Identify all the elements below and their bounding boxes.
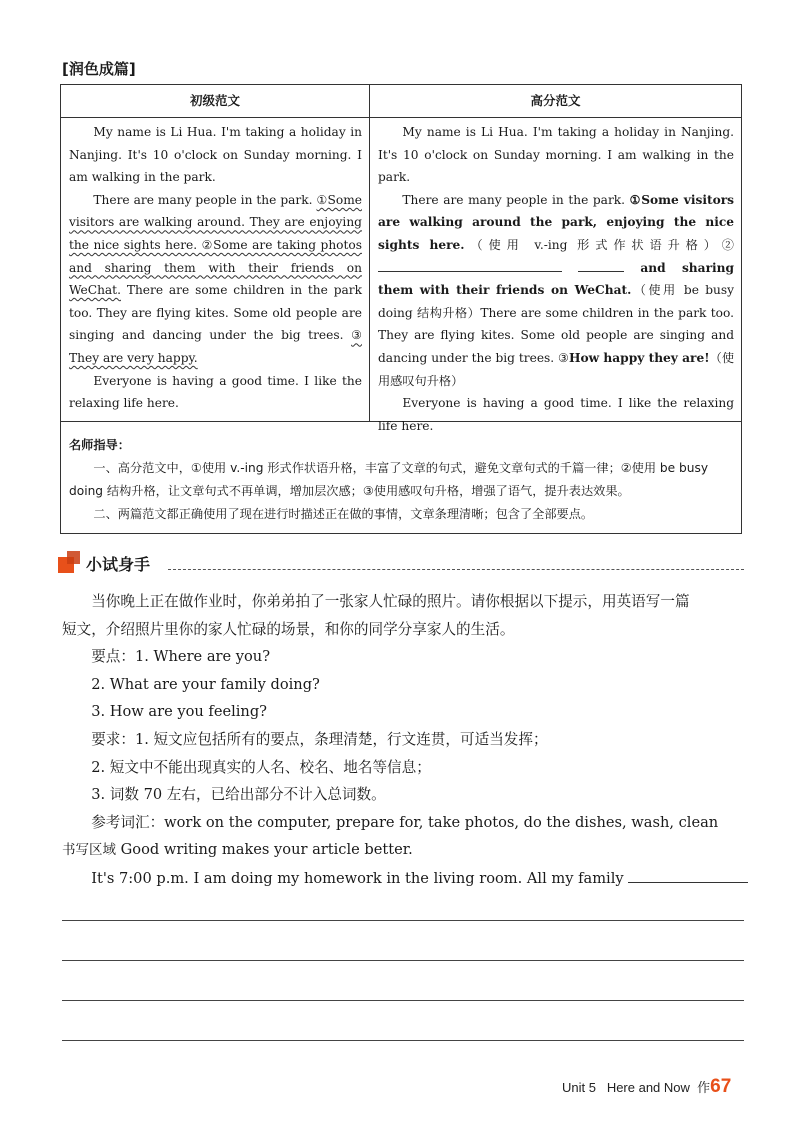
section-title: [润色成篇] — [62, 60, 136, 78]
basic-essay-paragraph: There are many people in the park. ①Some visitors are walking around. They are enjoying the nice sights here. ②Some are taking photos and sharing them with their friends on WeChat. There are some children in the park too. They are flying kites. Some old people are singing and dancing under the big trees. ③ They are very happy. — [69, 192, 362, 365]
basic-essay-column — [61, 85, 370, 421]
section-marker-icon — [58, 551, 80, 573]
essay-starter: It's 7:00 p.m. I am doing my homework in the living room. All my family — [62, 865, 744, 893]
basic-essay-header: 初级范文 — [61, 85, 369, 118]
comparison-table — [60, 84, 742, 433]
writing-tip: 书写区域 Good writing makes your article better. — [62, 841, 413, 859]
divider — [168, 569, 744, 570]
guide-title: 名师指导： — [69, 438, 130, 452]
fill-blank[interactable] — [578, 257, 624, 272]
vocabulary: 参考词汇：work on the computer, prepare for, take photos, do the dishes, wash, clean — [91, 813, 719, 831]
prompt-line: 短文，介绍照片里你的家人忙碌的场景，和你的同学分享家人的生活。 — [62, 620, 515, 638]
requirement: 要求：1. 短文应包括所有的要点，条理清楚，行文连贯，可适当发挥； — [91, 730, 548, 748]
guide-paragraph: 一、高分范文中，①使用 v.-ing 形式作状语升格，丰富了文章的句式，避免文章句式的千篇一律；②使用 be busy doing 结构升格，让文章句式不再单调，增加层次感；③使用感叹句升格，增强了语气，提升表达效果。 — [69, 461, 709, 498]
writing-area-label: 书写区域 — [62, 842, 116, 859]
footer-label: 作 — [697, 1081, 711, 1096]
key-point: 3. How are you feeling? — [91, 703, 267, 721]
answer-blank[interactable] — [628, 866, 748, 883]
key-point: 2. What are your family doing? — [91, 675, 320, 693]
key-point: 要点：1. Where are you? — [91, 648, 271, 666]
practice-prompt — [62, 588, 744, 893]
advanced-essay-column — [370, 85, 741, 433]
answer-line[interactable] — [62, 1040, 744, 1041]
fill-blank[interactable] — [378, 257, 562, 272]
answer-line[interactable] — [62, 1000, 744, 1001]
advanced-essay-paragraph: Everyone is having a good time. I like the relaxing life here. — [378, 396, 734, 433]
requirement: 3. 词数 70 左右，已给出部分不计入总词数。 — [91, 786, 386, 804]
basic-essay-paragraph: Everyone is having a good time. I like the relaxing life here. — [69, 373, 362, 411]
page-number: 67 — [710, 1076, 732, 1097]
advanced-essay-paragraph: There are many people in the park. ①Some visitors are walking around the park, enjoying the nice sights here.（使用 v.-ing 形式作状语升格）② and sharing them with their friends on WeChat.（使用 be busy doing 结构升格）There are some children in the park too. They are flying kites. Some old people are singing and dancing under the big trees. ③How happy they are!（使用感叹句升格） — [378, 192, 735, 388]
answer-line[interactable] — [62, 920, 744, 921]
requirement: 2. 短文中不能出现真实的人名、校名、地名等信息； — [91, 758, 431, 776]
teacher-guide-box — [60, 422, 742, 534]
advanced-essay-paragraph: My name is Li Hua. I'm taking a holiday in Nanjing. It's 10 o'clock on Sunday morning. I am walking in the park. — [378, 125, 734, 185]
unit-title: Here and Now — [606, 1080, 690, 1095]
basic-essay-paragraph: My name is Li Hua. I'm taking a holiday in Nanjing. It's 10 o'clock on Sunday morning. I am walking in the park. — [69, 125, 362, 185]
practice-title: 小试身手 — [86, 555, 151, 574]
wavy-underlined-text: ①Some visitors are walking around. They are enjoying the nice sights here. ②Some are taking photos and sharing them with their friends on WeChat. — [69, 192, 362, 298]
prompt-line: 当你晚上正在做作业时，你弟弟拍了一张家人忙碌的照片。请你根据以下提示，用英语写一篇 — [91, 593, 690, 610]
wavy-underlined-text: ③ They are very happy. — [69, 328, 362, 365]
unit-label: Unit 5 — [562, 1080, 596, 1095]
page-footer — [562, 1076, 731, 1098]
advanced-essay-header: 高分范文 — [370, 85, 741, 118]
practice-header — [58, 551, 744, 575]
guide-paragraph: 二、两篇范文都正确使用了现在进行时描述正在做的事情，文章条理清晰；包含了全部要点。 — [93, 507, 594, 521]
answer-line[interactable] — [62, 960, 744, 961]
